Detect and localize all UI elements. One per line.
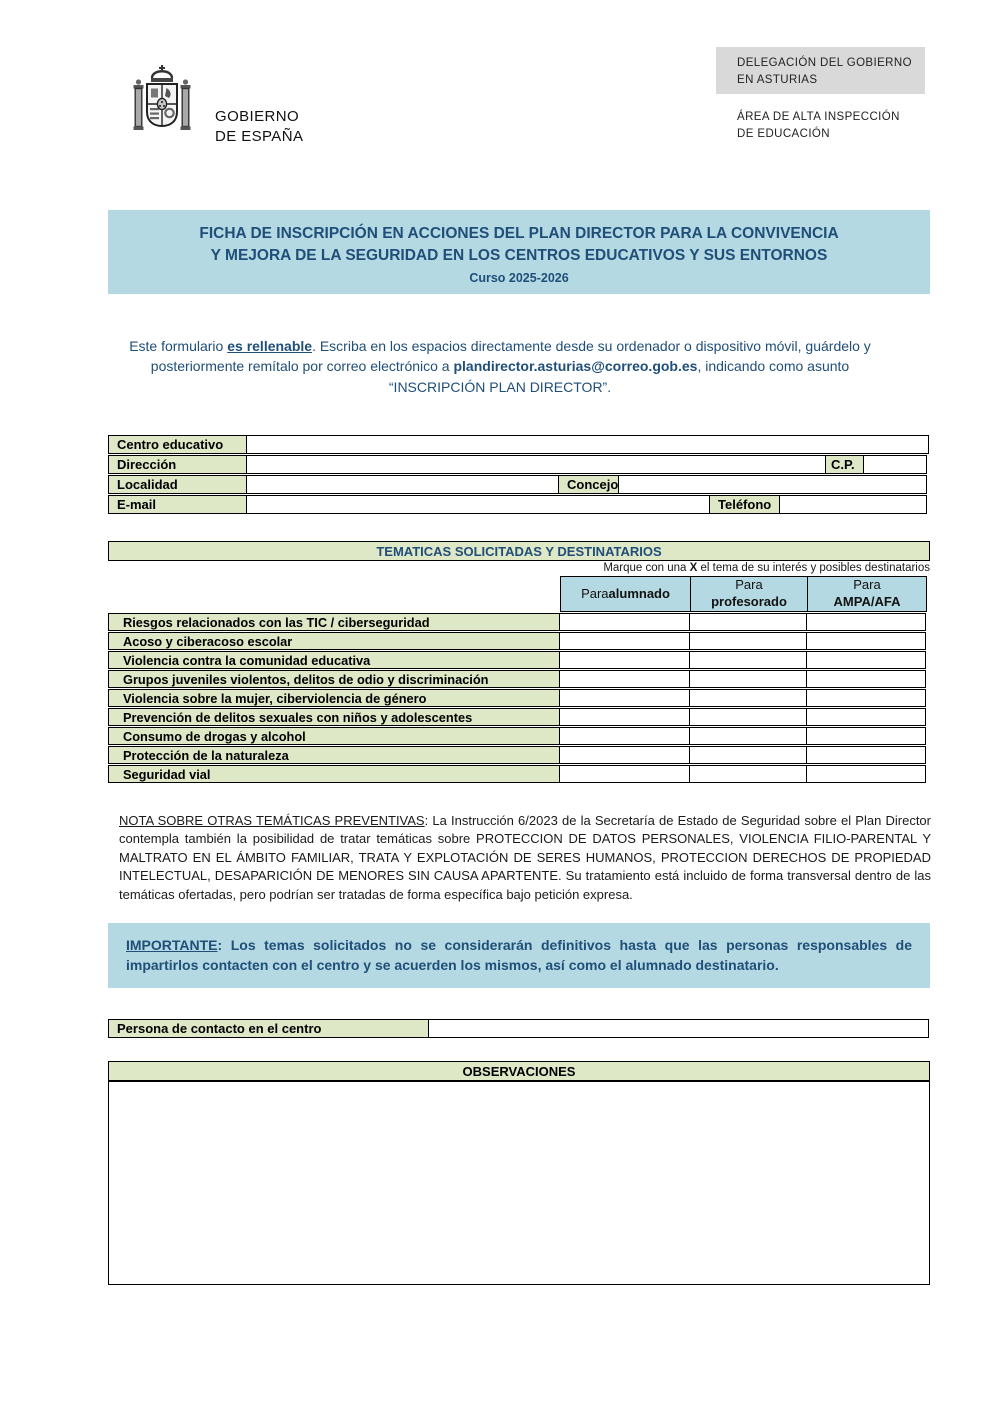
row-centro bbox=[108, 435, 930, 454]
cp-label: C.P. bbox=[825, 455, 864, 474]
topic-row bbox=[108, 708, 930, 726]
col-ampa-header bbox=[807, 576, 927, 612]
topic-cell-alumnado bbox=[559, 765, 690, 783]
concejo-label: Concejo bbox=[558, 475, 619, 494]
topic-cell-alumnado bbox=[559, 727, 690, 745]
direccion-label: Dirección bbox=[108, 455, 247, 474]
instruction-pre: Marque con una bbox=[603, 562, 690, 574]
title-band bbox=[108, 210, 930, 294]
importante-box bbox=[108, 923, 930, 988]
observations-box bbox=[108, 1081, 930, 1285]
row-email bbox=[108, 495, 930, 514]
topic-3-profesorado-input[interactable] bbox=[690, 670, 806, 688]
topic-2-profesorado-input[interactable] bbox=[690, 651, 806, 669]
topics-header-spacer bbox=[108, 576, 560, 612]
contact-person-input[interactable] bbox=[429, 1020, 928, 1037]
importante-text: : Los temas solicitados no se considerarán definitivos hasta que las personas responsables de impartirlos contacten con el centro y se acuerden los mismos, así como el alumnado destinatario. bbox=[126, 937, 912, 974]
topic-4-profesorado-input[interactable] bbox=[690, 689, 806, 707]
col-profesorado-header bbox=[690, 576, 808, 612]
topic-7-ampa-input[interactable] bbox=[807, 746, 925, 764]
observations-title: OBSERVACIONES bbox=[108, 1061, 930, 1081]
topic-cell-profesorado bbox=[689, 651, 807, 669]
topic-cell-profesorado bbox=[689, 746, 807, 764]
topic-label: Consumo de drogas y alcohol bbox=[108, 727, 560, 745]
intro-part2: . Escriba en los espacios directamente desde su ordenador o dispositivo móvil, guárdelo y posteriormente remítalo por correo electrónico a bbox=[150, 338, 871, 375]
delegation-box bbox=[716, 47, 925, 94]
government-wordmark bbox=[215, 107, 303, 146]
course-label: Curso 2025-2026 bbox=[469, 270, 569, 285]
topic-label: Grupos juveniles violentos, delitos de odio y discriminación bbox=[108, 670, 560, 688]
topic-4-alumnado-input[interactable] bbox=[560, 689, 689, 707]
direccion-input[interactable] bbox=[247, 456, 825, 473]
topic-row bbox=[108, 651, 930, 669]
topic-cell-alumnado bbox=[559, 651, 690, 669]
topic-5-ampa-input[interactable] bbox=[807, 708, 925, 726]
col2-bold: profesorado bbox=[711, 594, 787, 609]
topic-cell-profesorado bbox=[689, 727, 807, 745]
col3-bold: AMPA/AFA bbox=[833, 594, 901, 609]
topic-7-alumnado-input[interactable] bbox=[560, 746, 689, 764]
topic-8-profesorado-input[interactable] bbox=[690, 765, 806, 783]
direccion-cell bbox=[246, 455, 826, 474]
instruction-x: X bbox=[689, 562, 698, 574]
topic-row bbox=[108, 613, 930, 631]
col1-pre: Para bbox=[581, 585, 609, 601]
topic-2-ampa-input[interactable] bbox=[807, 651, 925, 669]
topic-cell-alumnado bbox=[559, 689, 690, 707]
topic-0-profesorado-input[interactable] bbox=[690, 613, 806, 631]
topic-cell-ampa bbox=[806, 632, 926, 650]
topic-6-ampa-input[interactable] bbox=[807, 727, 925, 745]
topic-cell-ampa bbox=[806, 651, 926, 669]
area-text bbox=[737, 109, 900, 142]
topic-cell-profesorado bbox=[689, 689, 807, 707]
title-line1: FICHA DE INSCRIPCIÓN EN ACCIONES DEL PLAN DIRECTOR PARA LA CONVIVENCIA bbox=[199, 225, 839, 242]
topic-6-alumnado-input[interactable] bbox=[560, 727, 689, 745]
concejo-cell bbox=[618, 475, 927, 494]
topic-4-ampa-input[interactable] bbox=[807, 689, 925, 707]
email-input[interactable] bbox=[247, 496, 709, 513]
cp-cell bbox=[863, 455, 927, 474]
contact-person-cell bbox=[428, 1019, 929, 1038]
topic-label: Violencia contra la comunidad educativa bbox=[108, 651, 560, 669]
topic-cell-alumnado bbox=[559, 670, 690, 688]
topic-3-ampa-input[interactable] bbox=[807, 670, 925, 688]
concejo-input[interactable] bbox=[619, 476, 926, 493]
title-line2: Y MEJORA DE LA SEGURIDAD EN LOS CENTROS EDUCATIVOS Y SUS ENTORNOS bbox=[210, 247, 828, 265]
topic-8-alumnado-input[interactable] bbox=[560, 765, 689, 783]
topic-cell-alumnado bbox=[559, 746, 690, 764]
topic-2-alumnado-input[interactable] bbox=[560, 651, 689, 669]
col-alumnado-header bbox=[560, 576, 691, 612]
topic-label: Prevención de delitos sexuales con niños y adolescentes bbox=[108, 708, 560, 726]
topic-cell-profesorado bbox=[689, 670, 807, 688]
localidad-cell bbox=[246, 475, 559, 494]
topic-5-profesorado-input[interactable] bbox=[690, 708, 806, 726]
topic-cell-profesorado bbox=[689, 613, 807, 631]
col3-pre: Para bbox=[853, 577, 881, 593]
topic-cell-ampa bbox=[806, 765, 926, 783]
topic-8-ampa-input[interactable] bbox=[807, 765, 925, 783]
delegation-line2: EN ASTURIAS bbox=[737, 73, 818, 86]
topic-label: Seguridad vial bbox=[108, 765, 560, 783]
col1-bold: alumnado bbox=[608, 585, 670, 601]
topics-header-row bbox=[108, 576, 930, 612]
topic-label: Violencia sobre la mujer, ciberviolencia de género bbox=[108, 689, 560, 707]
topic-cell-profesorado bbox=[689, 765, 807, 783]
topic-row bbox=[108, 632, 930, 650]
topic-row bbox=[108, 727, 930, 745]
topics-instruction bbox=[108, 562, 930, 574]
topic-7-profesorado-input[interactable] bbox=[690, 746, 806, 764]
topic-cell-ampa bbox=[806, 746, 926, 764]
telefono-label: Teléfono bbox=[709, 495, 780, 514]
topic-label: Protección de la naturaleza bbox=[108, 746, 560, 764]
row-direccion bbox=[108, 455, 930, 474]
gov-line2: DE ESPAÑA bbox=[215, 127, 304, 145]
topic-cell-ampa bbox=[806, 613, 926, 631]
centro-cell bbox=[246, 435, 929, 454]
intro-email: plandirector.asturias@correo.gob.es bbox=[453, 358, 698, 375]
area-line1: ÁREA DE ALTA INSPECCIÓN bbox=[737, 111, 900, 123]
instruction-post: el tema de su interés y posibles destinatarios bbox=[697, 562, 930, 574]
email-cell bbox=[246, 495, 710, 514]
nota-text: : La Instrucción 6/2023 de la Secretaría de Estado de Seguridad sobre el Plan Director contempla también la posibilidad de tratar temáticas sobre PROTECCION DE DATOS PERSONALES, VIOLENCIA FILIO-PARENTAL Y MALTRATO EN EL ÁMBITO FAMILIAR, TRATA Y EXPLOTACIÓN DE SERES HUMANOS, PROTECCION DERECHOS DE PROPIEDAD INTELECTUAL, DESAPARICIÓN DE MENORES SIN CAUSA APARTENTE. Su tratamiento está incluido de forma transversal dentro de las temáticas ofertadas, pero podrían ser tratadas de forma específica bajo petición expresa. bbox=[119, 813, 931, 902]
spain-coat-of-arms-icon bbox=[130, 62, 194, 151]
delegation-line1: DELEGACIÓN DEL GOBIERNO bbox=[737, 57, 912, 69]
cp-input[interactable] bbox=[864, 456, 926, 473]
observations-input[interactable] bbox=[108, 1081, 930, 1285]
topic-row bbox=[108, 670, 930, 688]
row-localidad bbox=[108, 475, 930, 494]
topic-3-alumnado-input[interactable] bbox=[560, 670, 689, 688]
intro-part1: Este formulario bbox=[129, 338, 228, 354]
topic-5-alumnado-input[interactable] bbox=[560, 708, 689, 726]
topics-table bbox=[108, 613, 930, 784]
topic-1-ampa-input[interactable] bbox=[807, 632, 925, 650]
centro-input[interactable] bbox=[247, 436, 928, 453]
topic-cell-ampa bbox=[806, 670, 926, 688]
topic-1-alumnado-input[interactable] bbox=[560, 632, 689, 650]
topic-cell-alumnado bbox=[559, 613, 690, 631]
importante-label: IMPORTANTE bbox=[126, 937, 218, 953]
topic-label: Acoso y ciberacoso escolar bbox=[108, 632, 560, 650]
topic-row bbox=[108, 746, 930, 764]
topic-label: Riesgos relacionados con las TIC / ciberseguridad bbox=[108, 613, 560, 631]
topic-cell-profesorado bbox=[689, 708, 807, 726]
centro-label: Centro educativo bbox=[108, 435, 247, 454]
topic-6-profesorado-input[interactable] bbox=[690, 727, 806, 745]
contact-person-label: Persona de contacto en el centro bbox=[108, 1019, 429, 1038]
topic-cell-ampa bbox=[806, 727, 926, 745]
nota-paragraph bbox=[119, 812, 931, 904]
contact-person-row bbox=[108, 1019, 930, 1039]
telefono-input[interactable] bbox=[780, 496, 926, 513]
email-label: E-mail bbox=[108, 495, 247, 514]
localidad-label: Localidad bbox=[108, 475, 247, 494]
area-line2: DE EDUCACIÓN bbox=[737, 127, 830, 140]
intro-emphasis: es rellenable bbox=[227, 338, 313, 354]
topic-cell-ampa bbox=[806, 689, 926, 707]
telefono-cell bbox=[779, 495, 927, 514]
nota-label: NOTA SOBRE OTRAS TEMÁTICAS PREVENTIVAS bbox=[119, 813, 425, 828]
topic-cell-ampa bbox=[806, 708, 926, 726]
col2-pre: Para bbox=[735, 577, 763, 593]
intro-paragraph bbox=[110, 336, 890, 397]
topic-cell-alumnado bbox=[559, 708, 690, 726]
topic-row bbox=[108, 765, 930, 783]
topic-row bbox=[108, 689, 930, 707]
topic-cell-alumnado bbox=[559, 632, 690, 650]
contact-form bbox=[108, 435, 930, 515]
gov-line1: GOBIERNO bbox=[215, 108, 300, 125]
topic-0-alumnado-input[interactable] bbox=[560, 613, 689, 631]
intro-part3: , indicando como asunto “INSCRIPCIÓN PLAN DIRECTOR”. bbox=[388, 358, 850, 395]
topic-1-profesorado-input[interactable] bbox=[690, 632, 806, 650]
topic-0-ampa-input[interactable] bbox=[807, 613, 925, 631]
localidad-input[interactable] bbox=[247, 476, 558, 493]
topics-section-title: TEMATICAS SOLICITADAS Y DESTINATARIOS bbox=[108, 541, 930, 561]
topic-cell-profesorado bbox=[689, 632, 807, 650]
